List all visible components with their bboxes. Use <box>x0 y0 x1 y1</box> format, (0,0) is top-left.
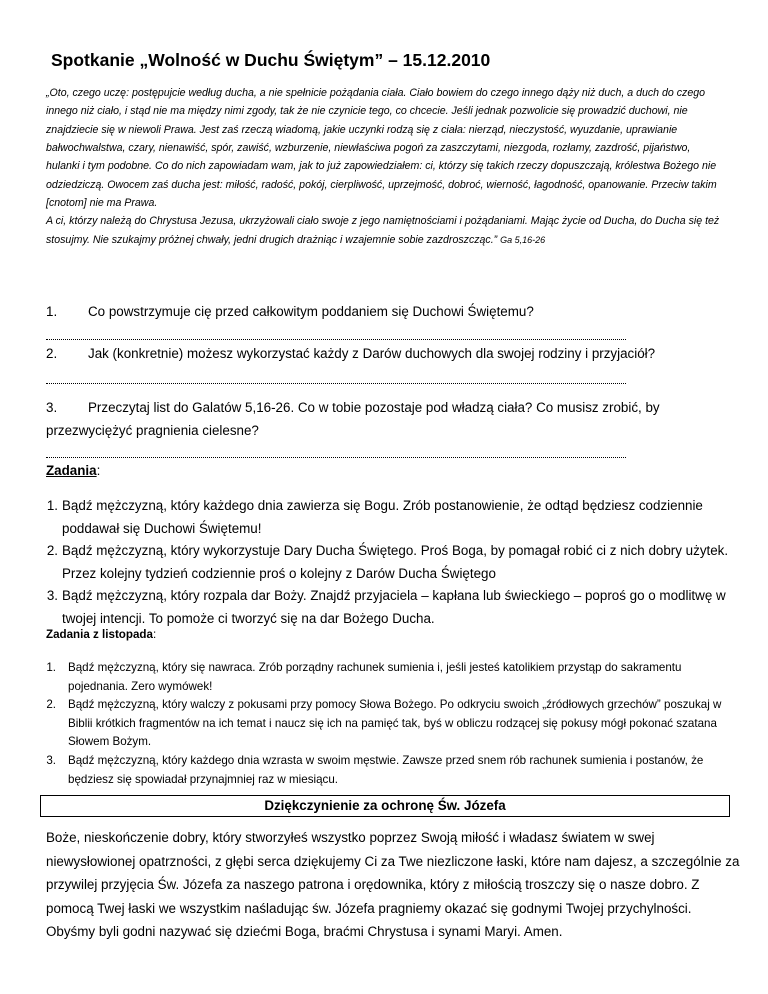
question-1 <box>46 301 736 324</box>
question-2 <box>46 343 736 366</box>
list-item: 2. Bądź mężczyzną, który wykorzystuje Dary Ducha Świętego. Proś Boga, by pomagał robić ci z nich dobry użytek. Przez kolejny tydzień codziennie proś o kolejny z Darów Ducha Świętego <box>46 543 729 581</box>
quote-paragraph-2: A ci, którzy należą do Chrystusa Jezusa, ukrzyżowali ciało swoje z jego namiętnościami i pożądaniami. Mając życie od Ducha, do Ducha się też stosujmy. Nie szukajmy próżnej chwały, jedni drugich drażniąc i wzajemnie sobie zazdroszcząc.” Ga 5,16-26 <box>46 215 720 246</box>
page-title: Spotkanie „Wolność w Duchu Świętym” – 15.12.2010 <box>51 50 491 70</box>
question-text: Przeczytaj list do Galatów 5,16-26. Co w tobie pozostaje pod władzą ciała? Co musisz zrobić, by przezwyciężyć pragnienia cielesne? <box>46 400 660 438</box>
tasks-heading: Zadania: <box>46 463 101 478</box>
list-item: 2. Bądź mężczyzną, który walczy z pokusami przy pomocy Słowa Bożego. Po odkryciu swoich „źródłowych grzechów” poszukaj w Biblii krótkich fragmentów na ich temat i naucz się ich na pamięć tak, byś w obliczu rodzącej się pokusy mógł pokonać szatana Słowem Bożym. <box>46 698 722 749</box>
november-tasks-heading: Zadania z listopada: <box>46 628 157 641</box>
question-number: 1. <box>46 304 58 319</box>
list-item: 3. Bądź mężczyzną, który każdego dnia wzrasta w swoim męstwie. Zawsze przed snem rób rachunek sumienia i postanów, że będziesz się spowiadał przynajmniej raz w miesiącu. <box>46 753 704 786</box>
question-text: Co powstrzymuje cię przed całkowitym poddaniem się Duchowi Świętemu? <box>88 304 534 319</box>
question-3 <box>46 397 736 442</box>
list-item: 3. Bądź mężczyzną, który rozpala dar Boży. Znajdź przyjaciela – kapłana lub świeckiego – poproś go o modlitwę w twojej intencji. To pomoże ci tworzyć się na dar Bożego Ducha. <box>46 588 726 626</box>
scripture-quote <box>46 84 726 249</box>
question-number: 2. <box>46 346 58 361</box>
question-text: Jak (konkretnie) możesz wykorzystać każdy z Darów duchowych dla swojej rodziny i przyjaciół? <box>88 346 656 361</box>
list-item: 1. Bądź mężczyzną, który każdego dnia zawierza się Bogu. Zrób postanowienie, że odtąd będziesz codziennie poddawał się Duchowi Świętemu! <box>46 498 703 536</box>
quote-paragraph-1: „Oto, czego uczę: postępujcie według ducha, a nie spełnicie pożądania ciała. Ciało bowiem do czego innego dąży niż duch, a duch do czego innego niż ciało, i stąd nie ma między nimi zgody, tak że nie czynicie tego, co chcecie. Jeśli jednak pozwolicie się prowadzić duchowi, nie znajdziecie się w niewoli Prawa. Jest zaś rzeczą wiadomą, jakie uczynki rodzą się z ciała: nierząd, nieczystość, wyuzdanie, uprawianie bałwochwalstwa, czary, nienawiść, spór, zawiść, wzburzenie, niewłaściwa pogoń za zaszczytami, niezgoda, rozłamy, zazdrość, pijaństwo, hulanki i tym podobne. Co do nich zapowiadam wam, jak to już zapowiedziałem: ci, którzy się takich rzeczy dopuszczają, królestwa Bożego nie odziedziczą. Owocem zaś ducha jest: miłość, radość, pokój, cierpliwość, uprzejmość, dobroć, wierność, łagodność, opanowanie. Przeciw takim [cnotom] nie ma Prawa. <box>46 87 717 210</box>
thanksgiving-title: Dziękczynienie za ochronę Św. Józefa <box>40 795 730 817</box>
quote-reference: Ga 5,16-26 <box>500 234 546 245</box>
list-item: 1. Bądź mężczyzną, który się nawraca. Zrób porządny rachunek sumienia i, jeśli jesteś katolikiem przystąp do sakramentu pojednania. Zero wymówek! <box>46 661 682 693</box>
question-number: 3. <box>46 400 58 415</box>
thanksgiving-prayer: Boże, nieskończenie dobry, który stworzyłeś wszystko poprzez Swoją miłość i władasz światem w swej niewysłowionej opatrzności, z głębi serca dziękujemy Ci za Twe niezliczone łaski, które nam dajesz, a szczególnie za przywilej przyjęcia Św. Józefa za naszego patrona i orędownika, który z miłością troszczy się o nasze dobro. Z pomocą Twej łaski we wszystkim naśladując św. Józefa pragniemy okazać się godnymi Twojej przychylności. Obyśmy byli godni nazywać się dziećmi Boga, braćmi Chrystusa i synami Maryi. Amen. <box>46 830 740 939</box>
answer-line-2 <box>46 381 626 384</box>
answer-line-3 <box>46 455 626 458</box>
tasks-list <box>28 495 738 630</box>
november-tasks-list <box>28 659 738 789</box>
answer-line-1 <box>46 337 626 340</box>
